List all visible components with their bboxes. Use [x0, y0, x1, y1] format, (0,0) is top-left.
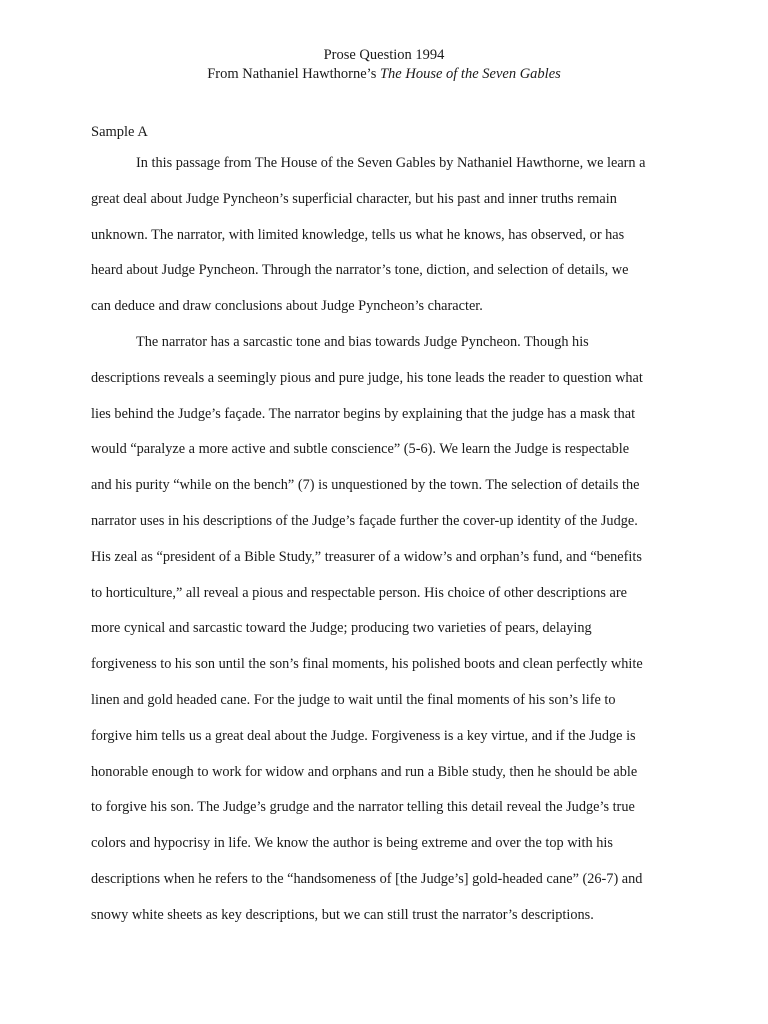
paragraph-line: descriptions when he refers to the “handsomeness of [the Judge’s] gold-headed cane” (26-7) and — [91, 870, 643, 887]
paragraph-line: snowy white sheets as key descriptions, but we can still trust the narrator’s descriptions. — [91, 906, 594, 923]
paragraph-line: His zeal as “president of a Bible Study,” treasurer of a widow’s and orphan’s fund, and “benefits — [91, 548, 642, 565]
paragraph-line: honorable enough to work for widow and orphans and run a Bible study, then he should be able — [91, 763, 638, 780]
paragraph-line: lies behind the Judge’s façade. The narrator begins by explaining that the judge has a mask that — [91, 405, 636, 422]
paragraph-line: forgive him tells us a great deal about the Judge. Forgiveness is a key virtue, and if the Judge is — [91, 727, 636, 744]
paragraph-line: narrator uses in his descriptions of the Judge’s façade further the cover-up identity of the Judge. — [91, 512, 638, 529]
paragraph-line: to forgive his son. The Judge’s grudge and the narrator telling this detail reveal the Judge’s true — [91, 799, 635, 816]
paragraph-line: descriptions reveals a seemingly pious and pure judge, his tone leads the reader to question what — [91, 369, 643, 386]
paragraph-line: would “paralyze a more active and subtle conscience” (5-6). We learn the Judge is respectable — [91, 441, 630, 458]
paragraph-line: linen and gold headed cane. For the judge to wait until the final moments of his son’s life to — [91, 691, 616, 708]
paragraph-1 — [91, 146, 685, 325]
paragraph-2 — [91, 325, 685, 934]
paragraph-line: can deduce and draw conclusions about Judge Pyncheon’s character. — [91, 298, 483, 315]
paragraph-line: heard about Judge Pyncheon. Through the narrator’s tone, diction, and selection of details, we — [91, 262, 629, 279]
paragraph-line: In this passage from The House of the Seven Gables by Nathaniel Hawthorne, we learn a — [136, 155, 646, 171]
paragraph-line: more cynical and sarcastic toward the Judge; producing two varieties of pears, delaying — [91, 620, 592, 637]
paragraph-line: to horticulture,” all reveal a pious and respectable person. His choice of other descriptions are — [91, 584, 627, 601]
header-line-2 — [0, 65, 768, 84]
paragraph-line: great deal about Judge Pyncheon’s superficial character, but his past and inner truths remain — [91, 190, 617, 207]
sample-label: Sample A — [91, 124, 148, 140]
paragraph-line: unknown. The narrator, with limited knowledge, tells us what he knows, has observed, or has — [91, 226, 625, 243]
essay-body — [91, 146, 685, 934]
header-line-1: Prose Question 1994 — [323, 47, 445, 63]
header-book-title: The House of the Seven Gables — [379, 66, 561, 82]
paragraph-line: colors and hypocrisy in life. We know the author is being extreme and over the top with his — [91, 835, 613, 852]
paragraph-line: The narrator has a sarcastic tone and bias towards Judge Pyncheon. Though his — [136, 333, 589, 350]
header-source-prefix: From Nathaniel Hawthorne’s — [207, 66, 380, 82]
document-header — [0, 46, 768, 84]
paragraph-line: and his purity “while on the bench” (7) is unquestioned by the town. The selection of details the — [91, 477, 640, 494]
paragraph-line: forgiveness to his son until the son’s final moments, his polished boots and clean perfectly white — [91, 656, 643, 673]
